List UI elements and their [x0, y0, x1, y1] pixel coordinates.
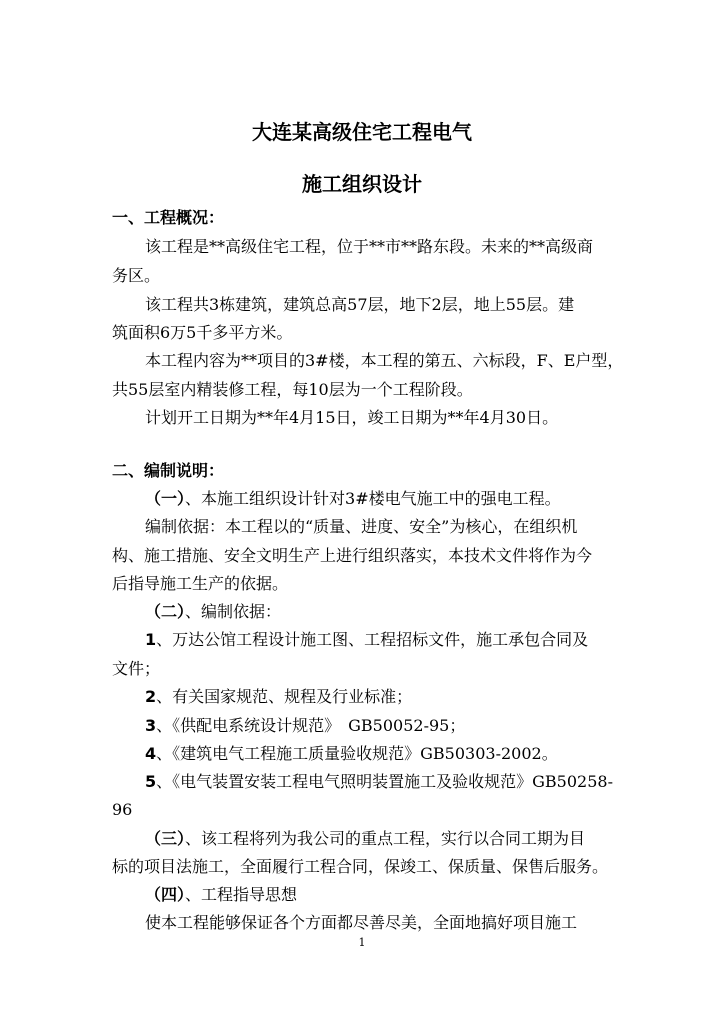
ref-1-text: 、万达公馆工程设计施工图、工程招标文件，施工承包合同及: [156, 630, 589, 649]
page-number: 1: [358, 936, 366, 949]
ref-2-num: 2: [145, 687, 157, 706]
item-2-text: 、编制依据：: [185, 602, 282, 621]
overview-line-7: 计划开工日期为**年4月15日，竣工日期为**年4月30日。: [145, 408, 559, 427]
ref-2: [145, 687, 632, 707]
item-4-continued: 使本工程能够保证各个方面都尽善尽美，全面地搞好项目施工: [145, 913, 578, 932]
title-line-1: 大连某高级住宅工程电气: [252, 120, 472, 144]
ref-1-continued: 文件；: [112, 659, 161, 678]
item-1: [145, 489, 632, 509]
ref-5-continued: 96: [112, 800, 133, 819]
overview-line-6: 共55层室内精装修工程，每10层为一个工程阶段。: [112, 380, 473, 399]
item-1-text: 、本施工组织设计针对3#楼电气施工中的强电工程。: [185, 489, 561, 508]
ref-5-text: 、《电气装置安装工程电气照明装置施工及验收规范》GB50258-: [156, 772, 613, 791]
overview-line-5: 本工程内容为**项目的3#楼，本工程的第五、六标段，F、E户型，: [145, 351, 624, 370]
item-4: [145, 885, 632, 905]
overview-line-4: 筑面积6万5千多平方米。: [112, 323, 293, 342]
ref-2-text: 、有关国家规范、规程及行业标准；: [156, 687, 413, 706]
basis-line-1: 编制依据：本工程以的“质量、进度、安全”为核心，在组织机: [145, 517, 578, 536]
item-3-text: 、该工程将列为我公司的重点工程，实行以合同工期为目: [185, 829, 586, 848]
section-2-heading: 二、编制说明：: [112, 461, 225, 480]
item-2-label: （二）: [145, 602, 186, 621]
ref-5: [145, 772, 632, 792]
overview-line-3: 该工程共3栋建筑，建筑总高57层，地下2层，地上55层。建: [145, 295, 575, 314]
basis-line-2: 构、施工措施、安全文明生产上进行组织落实，本技术文件将作为今: [112, 546, 593, 565]
ref-3-text: 、《供配电系统设计规范》 GB50052-95；: [156, 716, 466, 735]
item-3-continued: 标的项目法施工，全面履行工程合同，保竣工、保质量、保售后服务。: [112, 857, 609, 876]
overview-line-2: 务区。: [112, 266, 161, 285]
item-3-label: （三）: [145, 829, 186, 848]
ref-4: [145, 744, 632, 764]
ref-1-num: 1: [145, 630, 157, 649]
ref-3: [145, 716, 632, 736]
title-line-2: 施工组织设计: [302, 172, 422, 196]
overview-line-1: 该工程是**高级住宅工程，位于**市**路东段。未来的**高级商: [145, 237, 594, 256]
item-2: [145, 602, 632, 622]
ref-3-num: 3: [145, 716, 157, 735]
item-4-label: （四）: [145, 885, 186, 904]
item-3: [145, 829, 632, 849]
ref-4-num: 4: [145, 744, 157, 763]
ref-1: [145, 630, 632, 650]
ref-4-text: 、《建筑电气工程施工质量验收规范》GB50303-2002。: [156, 744, 558, 763]
ref-5-num: 5: [145, 772, 157, 791]
basis-line-3: 后指导施工生产的依据。: [112, 574, 289, 593]
item-4-text: 、工程指导思想: [185, 885, 298, 904]
item-1-label: （一）: [145, 489, 186, 508]
section-1-heading: 一、工程概况：: [112, 208, 225, 227]
